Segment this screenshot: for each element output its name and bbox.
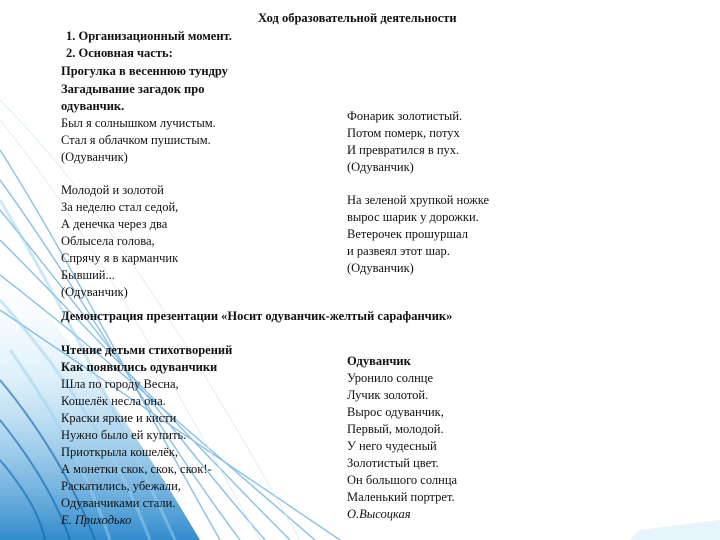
riddle-answer: (Одуванчик) [347,261,414,275]
riddle-line: И превратился в пух. [347,143,460,157]
poem-line: Золотистый цвет. [347,456,439,470]
reading-heading-line: Как появились одуванчики [61,360,218,374]
riddles-heading [61,81,204,115]
walk-heading: Прогулка в весеннюю тундру [61,64,228,78]
riddle-answer: (Одуванчик) [347,160,414,174]
riddles-heading-line: одуванчик. [61,99,125,113]
riddle-line: Бывший... [61,268,115,282]
poem-line: Кошелёк несла она. [61,394,166,408]
presentation-heading: Демонстрация презентации «Носит одуванчик-желтый сарафанчик» [61,309,453,323]
riddle-line: и развеял этот шар. [347,244,450,258]
riddle-line: А денечка через два [61,217,168,231]
poem-line: Уронило солнце [347,371,434,385]
poem-line: Маленький портрет. [347,490,455,504]
riddle-line: Фонарик золотистый. [347,109,463,123]
poem-line: Шла по городу Весна, [61,377,179,391]
riddle-2 [61,182,178,301]
poem-line: А монетки скок, скок, скок!- [61,462,212,476]
poem-line: Вырос одуванчик, [347,405,444,419]
poem-line: Раскатились, убежали, [61,479,181,493]
riddle-line: Потом померк, потух [347,126,460,140]
riddle-4 [347,192,489,277]
poem-spring [61,376,212,529]
poem-author: О.Высоцкая [347,507,411,521]
poem-line: У него чудесный [347,439,437,453]
step-organizational: 1. Организационный момент. [66,29,232,43]
riddle-line: Молодой и золотой [61,183,164,197]
riddle-line: Спрячу я в карманчик [61,251,179,265]
poem-line: Нужно было ей купить. [61,428,187,442]
poem-line: Краски яркие и кисти [61,411,177,425]
riddle-line: Стал я облачком пушистым. [61,133,211,147]
riddle-line: За неделю стал седой, [61,200,179,214]
riddle-1 [61,115,216,166]
poem-line: Первый, молодой. [347,422,444,436]
riddle-line: На зеленой хрупкой ножке [347,193,490,207]
riddle-line: Ветерочек прошуршал [347,227,468,241]
step-main-part: 2. Основная часть: [66,46,173,60]
page-title: Ход образовательной деятельности [258,11,457,25]
poem-line: Лучик золотой. [347,388,429,402]
reading-heading [61,342,232,376]
poem-dandelion [347,353,457,523]
poem-line: Он большого солнца [347,473,458,487]
riddle-3 [347,108,462,176]
poem-author: Е. Приходько [61,513,132,527]
riddle-line: Облысела голова, [61,234,155,248]
riddle-answer: (Одуванчик) [61,150,128,164]
reading-heading-line: Чтение детьми стихотворений [61,343,233,357]
poem-line: Одуванчиками стали. [61,496,176,510]
riddles-heading-line: Загадывание загадок про [61,82,205,96]
riddle-line: вырос шарик у дорожки. [347,210,479,224]
riddle-answer: (Одуванчик) [61,285,128,299]
poem-title: Одуванчик [347,354,411,368]
riddle-line: Был я солнышком лучистым. [61,116,216,130]
poem-line: Приоткрыла кошелёк, [61,445,178,459]
